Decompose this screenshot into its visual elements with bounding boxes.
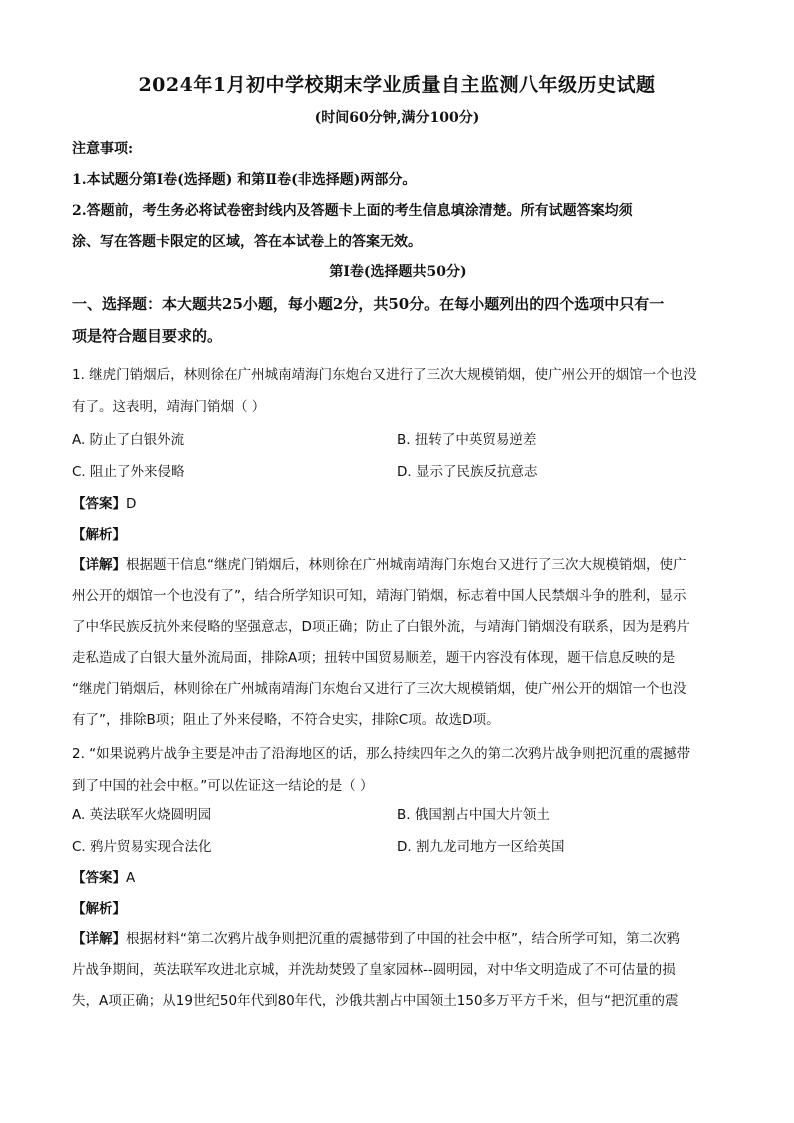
answer-tag: 【答案】 xyxy=(72,496,126,512)
answer-value: D xyxy=(126,496,137,512)
question-2-stem xyxy=(72,738,724,802)
detail-line: 【详解】根据题干信息“继虎门销烟后，林则徐在广州城南靖海门东炮台又进行了三次大规模销烟，使广 xyxy=(72,557,687,573)
question-2-detail xyxy=(72,924,724,1017)
question-1-analysis-tag: 【解析】 xyxy=(72,527,126,543)
question-1-detail xyxy=(72,550,724,736)
detail-line: 了中华民族反抗外来侵略的坚强意志，D项正确；防止了白银外流，与靖海门销烟没有联系，因为是鸦片 xyxy=(72,619,690,635)
notice-item-2-line-2: 涂、写在答题卡限定的区域，答在本试卷上的答案无效。 xyxy=(72,234,422,250)
detail-tag: 【详解】 xyxy=(72,557,126,573)
detail-line: 片战争期间，英法联军攻进北京城，并洗劫焚毁了皇家园林--圆明园，对中华文明造成了不可估量的损 xyxy=(72,962,676,978)
exam-duration: (时间60分钟,满分100分) xyxy=(314,110,480,126)
answer-tag: 【答案】 xyxy=(72,870,126,886)
notice-heading: 注意事项: xyxy=(72,141,134,157)
detail-tag: 【详解】 xyxy=(72,931,126,947)
question-2-option-b: B. 俄国割占中国大片领土 xyxy=(397,807,550,823)
section-intro-line-1: 一、选择题：本大题共25小题，每小题2分，共50分。在每小题列出的四个选项中只有一 xyxy=(72,295,665,313)
notice-block xyxy=(72,134,724,258)
question-1-option-c: C. 阻止了外来侵略 xyxy=(72,464,185,480)
question-1-stem-line-1: 1. 继虎门销烟后，林则徐在广州城南靖海门东炮台又进行了三次大规模销烟，使广州公开的烟馆一个也没 xyxy=(72,367,697,383)
notice-item-2-line-1: 2.答题前，考生务必将试卷密封线内及答题卡上面的考生信息填涂清楚。所有试题答案均须 xyxy=(72,203,633,219)
question-2-option-c: C. 鸦片贸易实现合法化 xyxy=(72,839,212,855)
answer-value: A xyxy=(126,870,136,886)
question-2-answer xyxy=(72,867,135,889)
section-intro-line-2: 项是符合题目要求的。 xyxy=(72,327,223,345)
question-1-answer xyxy=(72,493,136,515)
detail-line: 有了”，排除B项；阻止了外来侵略，不符合史实，排除C项。故选D项。 xyxy=(72,712,500,728)
detail-line: 【详解】根据材料“第二次鸦片战争则把沉重的震撼带到了中国的社会中枢”，结合所学可知，第二次鸦 xyxy=(72,931,680,947)
question-1-stem xyxy=(72,359,724,423)
detail-line: 走私造成了白银大量外流局面，排除A项；扭转中国贸易顺差，题干内容没有体现，题干信息反映的是 xyxy=(72,650,676,666)
question-2-option-a: A. 英法联军火烧圆明园 xyxy=(72,807,212,823)
detail-line: “继虎门销烟后，林则徐在广州城南靖海门东炮台又进行了三次大规模销烟，使广州公开的烟馆一个也没 xyxy=(72,681,687,697)
section-heading: 第Ⅰ卷(选择题共50分) xyxy=(329,264,467,280)
question-1-option-d: D. 显示了民族反抗意志 xyxy=(397,464,538,480)
detail-line: 州公开的烟馆一个也没有了”，结合所学知识可知，靖海门销烟，标志着中国人民禁烟斗争的胜利，显示 xyxy=(72,588,687,604)
question-2-analysis-tag: 【解析】 xyxy=(72,901,126,917)
page-title: 2024年1月初中学校期末学业质量自主监测八年级历史试题 xyxy=(138,74,656,96)
question-1-option-b: B. 扭转了中英贸易逆差 xyxy=(397,432,537,448)
detail-line: 失，A项正确；从19世纪50年代到80年代，沙俄共割占中国领土150多万平方千米，但与“把沉重的震 xyxy=(72,993,679,1009)
question-2-option-d: D. 割九龙司地方一区给英国 xyxy=(397,839,565,855)
question-1-option-a: A. 防止了白银外流 xyxy=(72,432,185,448)
question-2-stem-line-1: 2. “如果说鸦片战争主要是冲击了沿海地区的话，那么持续四年之久的第二次鸦片战争则把沉重的震撼带 xyxy=(72,746,691,762)
question-1-stem-line-2: 有了。这表明，靖海门销烟（ ） xyxy=(72,399,266,415)
question-2-stem-line-2: 到了中国的社会中枢。”可以佐证这一结论的是（ ） xyxy=(72,778,374,794)
notice-item-1: 1.本试题分第Ⅰ卷(选择题) 和第Ⅱ卷(非选择题)两部分。 xyxy=(72,172,417,188)
section-intro xyxy=(72,288,724,352)
